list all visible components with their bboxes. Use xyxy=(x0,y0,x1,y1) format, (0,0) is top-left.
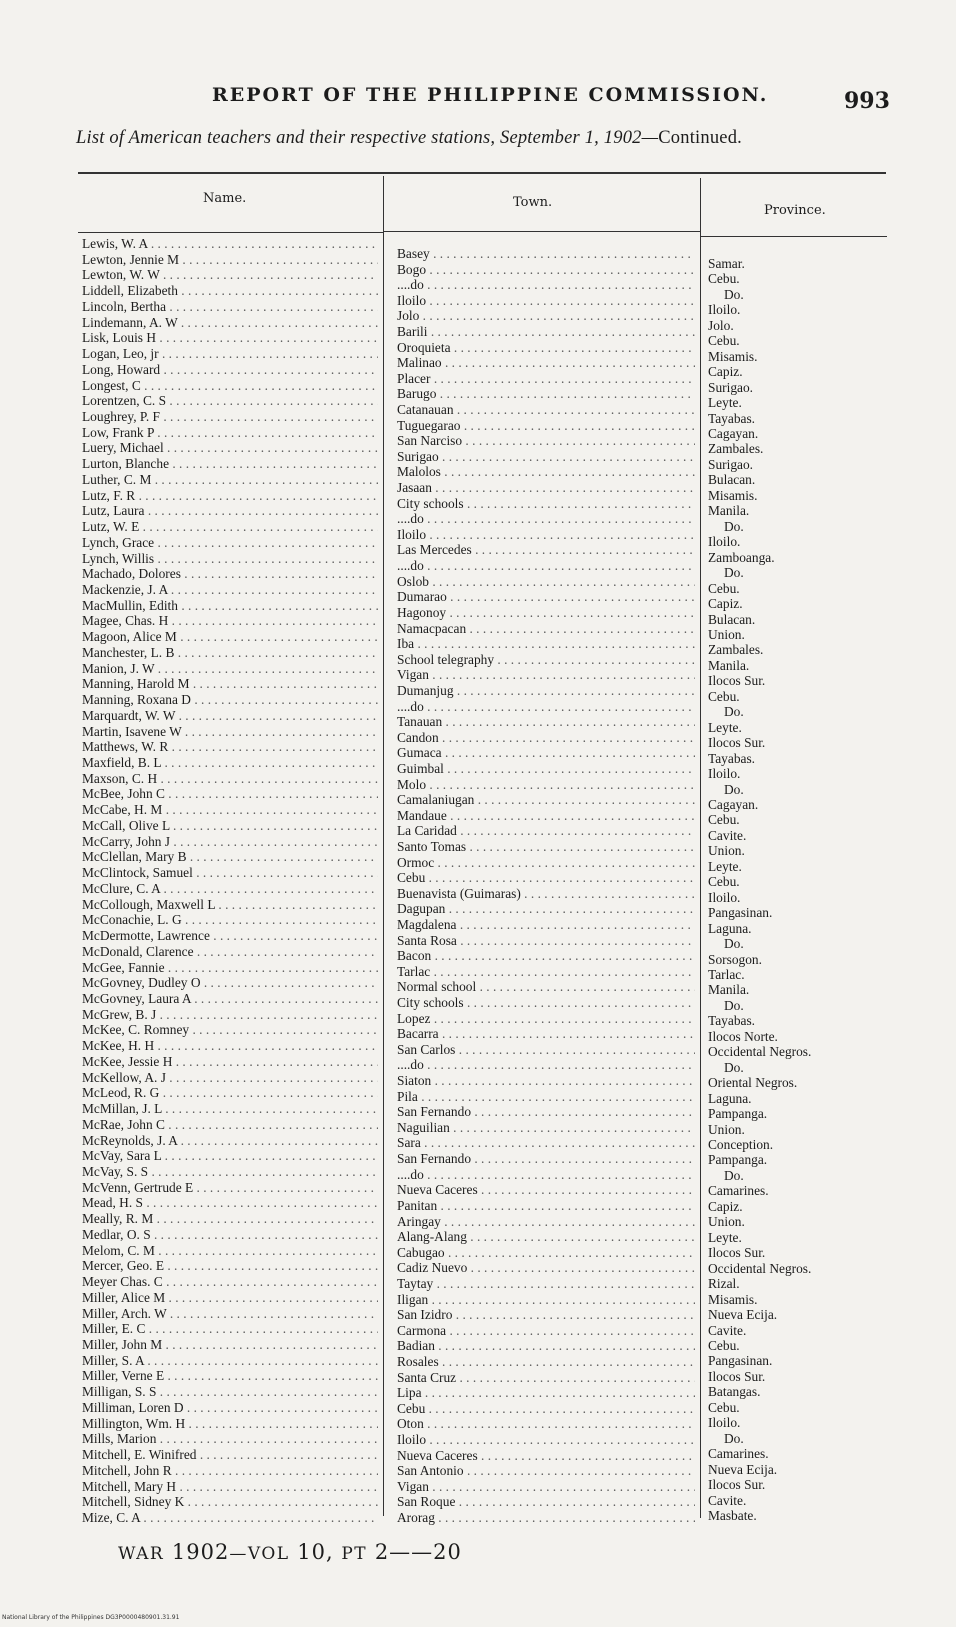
station-province: Leyte. xyxy=(708,858,742,874)
station-town: Carmona . . . xyxy=(397,1323,695,1339)
teacher-name: Manion, J. W . . . xyxy=(82,661,378,677)
station-town: La Caridad . . . xyxy=(397,823,695,839)
station-province: Do. xyxy=(724,518,744,534)
station-town: ....do . . . xyxy=(397,1057,695,1073)
station-province: Ilocos Sur. xyxy=(708,1477,766,1493)
teacher-name: Marquardt, W. W . . . xyxy=(82,708,378,724)
station-town: Guimbal . . . xyxy=(397,761,695,777)
station-province: Leyte. xyxy=(708,1229,742,1245)
teacher-name: Melom, C. M . . . xyxy=(82,1243,378,1259)
station-province: Oriental Negros. xyxy=(708,1075,798,1091)
column-divider-1 xyxy=(383,176,384,1516)
station-town: Normal school . . . xyxy=(397,979,695,995)
station-town: San Antonio . . . xyxy=(397,1463,695,1479)
station-province: Union. xyxy=(708,1214,745,1230)
station-town: Panitan . . . xyxy=(397,1198,695,1214)
teacher-name: McKee, C. Romney . . . xyxy=(82,1022,378,1038)
station-town: Malolos . . . xyxy=(397,464,695,480)
teacher-name: Luther, C. M . . . xyxy=(82,472,378,488)
station-province: Occidental Negros. xyxy=(708,1044,812,1060)
station-province: Camarines. xyxy=(708,1446,769,1462)
header-bottom-rule-name xyxy=(78,232,383,233)
teacher-name: McClintock, Samuel . . . xyxy=(82,865,378,881)
teacher-name: Mitchell, John R . . . xyxy=(82,1463,378,1479)
station-province: Do. xyxy=(724,286,744,302)
teacher-name: McVay, Sara L . . . xyxy=(82,1148,378,1164)
teacher-name: Magee, Chas. H . . . xyxy=(82,613,378,629)
teacher-name: Martin, Isavene W . . . xyxy=(82,724,378,740)
station-province: Pangasinan. xyxy=(708,1353,773,1369)
station-town: Jasaan . . . xyxy=(397,480,695,496)
station-town: San Narciso . . . xyxy=(397,433,695,449)
station-province: Occidental Negros. xyxy=(708,1260,812,1276)
station-town: Surigao . . . xyxy=(397,449,695,465)
station-province: Iloilo. xyxy=(708,766,741,782)
teacher-name: Mize, C. A . . . xyxy=(82,1510,378,1526)
station-town: Taytay . . . xyxy=(397,1276,695,1292)
station-town: Vigan . . . xyxy=(397,1479,695,1495)
station-town: Aringay . . . xyxy=(397,1214,695,1230)
station-province: Cebu. xyxy=(708,580,740,596)
teacher-name: Milligan, S. S . . . xyxy=(82,1384,378,1400)
teacher-name: MacMullin, Edith . . . xyxy=(82,598,378,614)
station-province: Misamis. xyxy=(708,348,758,364)
teacher-name: McCollough, Maxwell L . . . xyxy=(82,897,378,913)
teacher-name: Manning, Harold M . . . xyxy=(82,676,378,692)
station-town: Alang-Alang . . . xyxy=(397,1229,695,1245)
station-province: Pampanga. xyxy=(708,1152,768,1168)
station-province: Ilocos Sur. xyxy=(708,673,766,689)
teacher-name: Lewis, W. A . . . xyxy=(82,236,378,252)
station-province: Iloilo. xyxy=(708,302,741,318)
station-town: Mandaue . . . xyxy=(397,808,695,824)
station-province: Cebu. xyxy=(708,874,740,890)
teacher-name: Mitchell, Mary H . . . xyxy=(82,1479,378,1495)
station-town: Tanauan . . . xyxy=(397,714,695,730)
teacher-name: Lynch, Willis . . . xyxy=(82,551,378,567)
station-province: Cagayan. xyxy=(708,796,759,812)
station-province: Ilocos Norte. xyxy=(708,1028,778,1044)
teacher-name: Lutz, F. R . . . xyxy=(82,488,378,504)
teacher-name: Miller, Arch. W . . . xyxy=(82,1306,378,1322)
teacher-name: McGovney, Dudley O . . . xyxy=(82,975,378,991)
station-town: Las Mercedes . . . xyxy=(397,542,695,558)
teacher-name: Lutz, W. E . . . xyxy=(82,519,378,535)
teacher-name: Lynch, Grace . . . xyxy=(82,535,378,551)
station-province: Do. xyxy=(724,1167,744,1183)
teacher-name: Loughrey, P. F . . . xyxy=(82,409,378,425)
station-town: Cadiz Nuevo . . . xyxy=(397,1260,695,1276)
teacher-name: McClellan, Mary B . . . xyxy=(82,849,378,865)
station-town: ....do . . . xyxy=(397,511,695,527)
station-town: Naguilian . . . xyxy=(397,1120,695,1136)
station-province: Union. xyxy=(708,626,745,642)
teacher-name: Low, Frank P . . . xyxy=(82,425,378,441)
station-province: Cebu. xyxy=(708,271,740,287)
teacher-name: Lindemann, A. W . . . xyxy=(82,315,378,331)
station-province: Iloilo. xyxy=(708,1415,741,1431)
station-province: Rizal. xyxy=(708,1276,740,1292)
teacher-name: Manchester, L. B . . . xyxy=(82,645,378,661)
station-province: Masbate. xyxy=(708,1508,757,1523)
teacher-name: Mead, H. S . . . xyxy=(82,1195,378,1211)
station-province: Zambales. xyxy=(708,642,764,658)
teacher-name: Miller, John M . . . xyxy=(82,1337,378,1353)
station-town: San Roque . . . xyxy=(397,1494,695,1510)
teacher-name: McGrew, B. J . . . xyxy=(82,1007,378,1023)
station-province: Sorsogon. xyxy=(708,951,762,967)
station-town: Placer . . . xyxy=(397,371,695,387)
station-town: Buenavista (Guimaras) . . . xyxy=(397,886,695,902)
station-town: City schools . . . xyxy=(397,496,695,512)
teacher-name: Manning, Roxana D . . . xyxy=(82,692,378,708)
teacher-name: Mills, Marion . . . xyxy=(82,1431,378,1447)
station-town: Santo Tomas . . . xyxy=(397,839,695,855)
teacher-name: Machado, Dolores . . . xyxy=(82,566,378,582)
station-town: ....do . . . xyxy=(397,699,695,715)
station-town: Santa Rosa . . . xyxy=(397,933,695,949)
station-province: Union. xyxy=(708,843,745,859)
teacher-name: Miller, S. A . . . xyxy=(82,1353,378,1369)
station-town: Gumaca . . . xyxy=(397,745,695,761)
teacher-name: McGee, Fannie . . . xyxy=(82,960,378,976)
column-header-name: Name. xyxy=(203,191,247,206)
station-town: Siaton . . . xyxy=(397,1073,695,1089)
station-province: Cebu. xyxy=(708,688,740,704)
teacher-name: McKellow, A. J . . . xyxy=(82,1070,378,1086)
teacher-name: McRae, John C . . . xyxy=(82,1117,378,1133)
teacher-name: Lisk, Louis H . . . xyxy=(82,330,378,346)
station-province: Ilocos Sur. xyxy=(708,1245,766,1261)
station-town: Molo . . . xyxy=(397,777,695,793)
station-province: Do. xyxy=(724,565,744,581)
station-province: Manila. xyxy=(708,503,750,519)
digitization-attribution: National Library of the Philippines DG3P0000480901.31.91 xyxy=(2,1614,180,1621)
station-province: Do. xyxy=(724,1059,744,1075)
teacher-name: McCarry, John J . . . xyxy=(82,834,378,850)
teacher-name: Meyer Chas. C . . . xyxy=(82,1274,378,1290)
station-province: Misamis. xyxy=(708,487,758,503)
station-province: Pampanga. xyxy=(708,1106,768,1122)
station-town: Namacpacan . . . xyxy=(397,621,695,637)
station-province: Cavite. xyxy=(708,1492,747,1508)
station-province: Samar. xyxy=(708,256,745,271)
table-caption xyxy=(76,128,742,149)
station-town: Bacon . . . xyxy=(397,948,695,964)
station-province: Nueva Ecija. xyxy=(708,1307,778,1323)
station-province: Leyte. xyxy=(708,719,742,735)
station-province: Iloilo. xyxy=(708,534,741,550)
station-town: Iloilo . . . xyxy=(397,1432,695,1448)
teacher-name: McReynolds, J. A . . . xyxy=(82,1133,378,1149)
station-province: Jolo. xyxy=(708,317,734,333)
teacher-name: McClure, C. A . . . xyxy=(82,881,378,897)
teacher-name: Matthews, W. R . . . xyxy=(82,739,378,755)
station-town: Hagonoy . . . xyxy=(397,605,695,621)
teacher-name: McMillan, J. L . . . xyxy=(82,1101,378,1117)
station-town: Cebu . . . xyxy=(397,870,695,886)
station-town: Arorag . . . xyxy=(397,1510,695,1526)
station-town: Oslob . . . xyxy=(397,574,695,590)
station-province: Surigao. xyxy=(708,379,754,395)
teacher-name: Lorentzen, C. S . . . xyxy=(82,393,378,409)
station-town: Santa Cruz . . . xyxy=(397,1370,695,1386)
teacher-name: Lewton, W. W . . . xyxy=(82,267,378,283)
teacher-name: Miller, Alice M . . . xyxy=(82,1290,378,1306)
station-town: Sara . . . xyxy=(397,1135,695,1151)
station-town: ....do . . . xyxy=(397,1167,695,1183)
teacher-name: McVenn, Gertrude E . . . xyxy=(82,1180,378,1196)
station-town: Nueva Caceres . . . xyxy=(397,1448,695,1464)
station-province: Do. xyxy=(724,781,744,797)
teacher-name: McVay, S. S . . . xyxy=(82,1164,378,1180)
teacher-name: Miller, Verne E . . . xyxy=(82,1368,378,1384)
station-town: Rosales . . . xyxy=(397,1354,695,1370)
station-province: Capiz. xyxy=(708,1198,743,1214)
station-town: San Fernando . . . xyxy=(397,1104,695,1120)
station-province: Cavite. xyxy=(708,1322,747,1338)
station-province: Cebu. xyxy=(708,1399,740,1415)
teacher-name: McCall, Olive L . . . xyxy=(82,818,378,834)
station-town: Candon . . . xyxy=(397,730,695,746)
station-province: Do. xyxy=(724,704,744,720)
station-town: Lipa . . . xyxy=(397,1385,695,1401)
station-town: Bogo . . . xyxy=(397,262,695,278)
station-province: Nueva Ecija. xyxy=(708,1461,778,1477)
station-town: ....do . . . xyxy=(397,277,695,293)
station-town: Oton . . . xyxy=(397,1416,695,1432)
station-town: Ormoc . . . xyxy=(397,855,695,871)
teacher-name: Mercer, Geo. E . . . xyxy=(82,1258,378,1274)
teacher-name: Long, Howard . . . xyxy=(82,362,378,378)
station-province: Ilocos Sur. xyxy=(708,735,766,751)
station-province: Ilocos Sur. xyxy=(708,1368,766,1384)
teacher-name: McKee, Jessie H . . . xyxy=(82,1054,378,1070)
station-province: Union. xyxy=(708,1121,745,1137)
header-bottom-rule-town xyxy=(384,231,700,232)
station-town: Nueva Caceres . . . xyxy=(397,1182,695,1198)
station-province: Leyte. xyxy=(708,395,742,411)
teacher-name: McBee, John C . . . xyxy=(82,786,378,802)
station-town: Cabugao . . . xyxy=(397,1245,695,1261)
column-header-province: Province. xyxy=(764,203,826,218)
station-province: Tayabas. xyxy=(708,1013,756,1029)
station-province: Laguna. xyxy=(708,920,752,936)
teacher-name: Millington, Wm. H . . . xyxy=(82,1416,378,1432)
station-town: Bacarra . . . xyxy=(397,1026,695,1042)
teacher-name: McCabe, H. M . . . xyxy=(82,802,378,818)
teacher-name: Maxson, C. H . . . xyxy=(82,771,378,787)
teacher-name: McDermotte, Lawrence . . . xyxy=(82,928,378,944)
station-town: Iligan . . . xyxy=(397,1292,695,1308)
caption-text: List of American teachers and their respective stations, September 1, 1902— xyxy=(76,128,659,148)
station-town: School telegraphy . . . xyxy=(397,652,695,668)
column-divider-2 xyxy=(700,178,701,1518)
station-province: Laguna. xyxy=(708,1090,752,1106)
teacher-name: Milliman, Loren D . . . xyxy=(82,1400,378,1416)
station-town: Iba . . . xyxy=(397,636,695,652)
station-town: ....do . . . xyxy=(397,558,695,574)
station-town: Badian . . . xyxy=(397,1338,695,1354)
table-top-rule xyxy=(78,172,886,174)
station-province: Cavite. xyxy=(708,827,747,843)
teacher-name: McGovney, Laura A . . . xyxy=(82,991,378,1007)
station-province: Iloilo. xyxy=(708,889,741,905)
teacher-name: Maxfield, B. L . . . xyxy=(82,755,378,771)
teacher-name: Lincoln, Bertha . . . xyxy=(82,299,378,315)
header-bottom-rule-province xyxy=(701,236,887,237)
station-province: Capiz. xyxy=(708,596,743,612)
station-town: Iloilo . . . xyxy=(397,527,695,543)
station-town: Barili . . . xyxy=(397,324,695,340)
page-number: 993 xyxy=(844,88,890,114)
station-town: Iloilo . . . xyxy=(397,293,695,309)
station-town: San Fernando . . . xyxy=(397,1151,695,1167)
teacher-name: Luery, Michael . . . xyxy=(82,440,378,456)
station-town: Dagupan . . . xyxy=(397,901,695,917)
station-province: Batangas. xyxy=(708,1384,761,1400)
station-town: Pila . . . xyxy=(397,1089,695,1105)
station-town: Catanauan . . . xyxy=(397,402,695,418)
teacher-name: Lewton, Jennie M . . . xyxy=(82,252,378,268)
station-town: Tuguegarao . . . xyxy=(397,418,695,434)
station-town: Tarlac . . . xyxy=(397,964,695,980)
station-province: Do. xyxy=(724,997,744,1013)
station-province: Zamboanga. xyxy=(708,549,775,565)
station-town: Dumarao . . . xyxy=(397,589,695,605)
station-province: Do. xyxy=(724,936,744,952)
station-town: San Izidro . . . xyxy=(397,1307,695,1323)
station-province: Zambales. xyxy=(708,441,764,457)
station-town: Magdalena . . . xyxy=(397,917,695,933)
station-province: Misamis. xyxy=(708,1291,758,1307)
teacher-name: Liddell, Elizabeth . . . xyxy=(82,283,378,299)
station-town: Barugo . . . xyxy=(397,386,695,402)
teacher-name: Lutz, Laura . . . xyxy=(82,503,378,519)
teacher-name: McKee, H. H . . . xyxy=(82,1038,378,1054)
teacher-name: Mitchell, E. Winifred . . . xyxy=(82,1447,378,1463)
station-town: Camalaniugan . . . xyxy=(397,792,695,808)
caption-continued: Continued. xyxy=(658,128,742,148)
footer-signature: WAR 1902—VOL 10, PT 2——20 xyxy=(118,1540,462,1564)
station-province: Bulacan. xyxy=(708,611,756,627)
teacher-name: Logan, Leo, jr . . . xyxy=(82,346,378,362)
station-town: Lopez . . . xyxy=(397,1011,695,1027)
station-town: Cebu . . . xyxy=(397,1401,695,1417)
teacher-name: McLeod, R. G . . . xyxy=(82,1085,378,1101)
station-province: Capiz. xyxy=(708,364,743,380)
station-town: Jolo . . . xyxy=(397,308,695,324)
station-province: Pangasinan. xyxy=(708,905,773,921)
teacher-name: Mackenzie, J. A . . . xyxy=(82,582,378,598)
station-province: Manila. xyxy=(708,982,750,998)
report-title: REPORT OF THE PHILIPPINE COMMISSION. xyxy=(212,84,769,106)
column-header-town: Town. xyxy=(513,195,553,210)
teacher-name: Medlar, O. S . . . xyxy=(82,1227,378,1243)
station-town: Dumanjug . . . xyxy=(397,683,695,699)
teacher-name: Lurton, Blanche . . . xyxy=(82,456,378,472)
teacher-name: Longest, C . . . xyxy=(82,378,378,394)
station-province: Bulacan. xyxy=(708,472,756,488)
station-province: Camarines. xyxy=(708,1183,769,1199)
teacher-name: Mitchell, Sidney K . . . xyxy=(82,1494,378,1510)
station-town: City schools . . . xyxy=(397,995,695,1011)
teacher-name: McConachie, L. G . . . xyxy=(82,912,378,928)
station-province: Tayabas. xyxy=(708,750,756,766)
teacher-name: Meally, R. M . . . xyxy=(82,1211,378,1227)
station-province: Tarlac. xyxy=(708,967,745,982)
teacher-name: McDonald, Clarence . . . xyxy=(82,944,378,960)
station-town: Vigan . . . xyxy=(397,667,695,683)
station-province: Surigao. xyxy=(708,456,754,472)
station-province: Cebu. xyxy=(708,1337,740,1353)
station-province: Cebu. xyxy=(708,812,740,828)
station-town: Oroquieta . . . xyxy=(397,340,695,356)
station-province: Do. xyxy=(724,1430,744,1446)
station-town: San Carlos . . . xyxy=(397,1042,695,1058)
station-province: Cagayan. xyxy=(708,426,759,442)
station-town: Malinao . . . xyxy=(397,355,695,371)
station-town: Basey . . . xyxy=(397,246,695,262)
station-province: Cebu. xyxy=(708,333,740,349)
teacher-name: Miller, E. C . . . xyxy=(82,1321,378,1337)
teacher-name: Magoon, Alice M . . . xyxy=(82,629,378,645)
station-province: Tayabas. xyxy=(708,410,756,426)
station-province: Conception. xyxy=(708,1137,774,1153)
station-province: Manila. xyxy=(708,657,750,673)
